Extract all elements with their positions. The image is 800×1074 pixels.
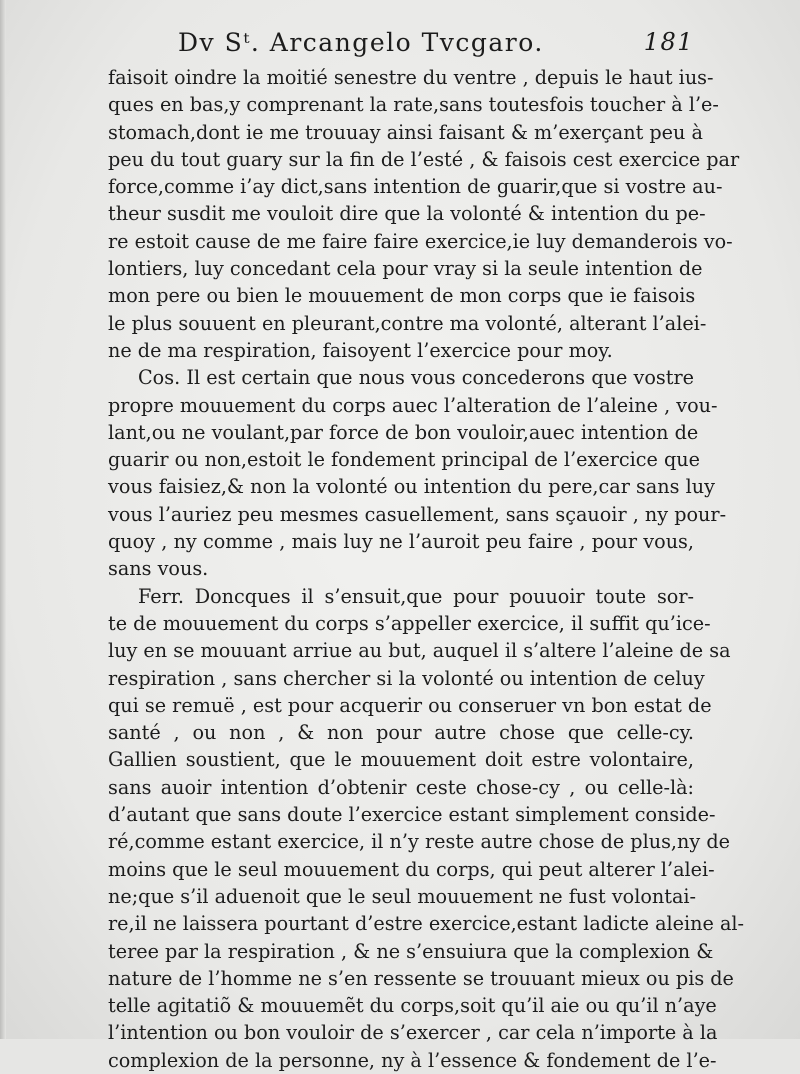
- text-line: luy en se mouuant arriue au but, auquel il s’altere l’aleine de sa: [108, 639, 731, 663]
- text-line: respiration , sans chercher si la volonté ou intention de celuy: [108, 666, 705, 690]
- paragraph-1: [108, 64, 740, 364]
- text-line: theur susdit me vouloit dire que la volonté & intention du pe-: [108, 202, 706, 226]
- paragraph-2: [108, 364, 727, 582]
- text-line: lant,ou ne voulant,par force de bon vouloir,auec intention de: [108, 420, 699, 444]
- text-line: ne de ma respiration, faisoyent l’exercice pour moy.: [108, 338, 613, 362]
- text-line: ré,comme estant exercice, il n’y reste autre chose de plus,ny de: [108, 830, 730, 854]
- text-line: te de mouuement du corps s’appeller exercice, il suffit qu’ice-: [108, 611, 711, 635]
- text-line: propre mouuement du corps auec l’alteration de l’aleine , vou-: [108, 393, 718, 417]
- text-line: sans vous.: [108, 557, 209, 581]
- text-block: [108, 28, 745, 1074]
- running-header: [108, 28, 694, 64]
- text-line: Cos. Il est certain que nous vous concederons que vostre: [138, 366, 694, 390]
- text-line: peu du tout guary sur la fin de l’esté , & faisois cest exercice par: [108, 147, 740, 171]
- text-line: telle agitatiõ & mouuemẽt du corps,soit qu’il aie ou qu’il n’aye: [108, 994, 717, 1018]
- text-line: force,comme i’ay dict,sans intention de guarir,que si vostre au-: [108, 175, 723, 199]
- running-title: Dv Sᵗ. Arcangelo Tvcgaro.: [178, 28, 544, 57]
- page-number: 181: [643, 28, 694, 56]
- text-line: stomach,dont ie me trouuay ainsi faisant & m’exerçant peu à: [108, 120, 703, 144]
- text-line: guarir ou non,estoit le fondement principal de l’exercice que: [108, 448, 700, 472]
- text-line: le plus souuent en pleurant,contre ma volonté, alterant l’alei-: [108, 311, 707, 335]
- text-line: ques en bas,y comprenant la rate,sans toutesfois toucher à l’e-: [108, 93, 719, 117]
- paragraph-3: [108, 583, 745, 1074]
- text-line: quoy , ny comme , mais luy ne l’auroit peu faire , pour vous,: [108, 530, 694, 554]
- text-line: qui se remuë , est pour acquerir ou conseruer vn bon estat de: [108, 693, 712, 717]
- text-line: Gallien soustient, que le mouuement doit estre volontaire,: [108, 748, 694, 772]
- text-line: d’autant que sans doute l’exercice estant simplement conside-: [108, 803, 716, 827]
- text-line: complexion de la personne, ny à l’essence & fondement de l’e-: [108, 1048, 717, 1072]
- text-line: re,il ne laissera pourtant d’estre exercice,estant ladicte aleine al-: [108, 912, 745, 936]
- text-line: faisoit oindre la moitié senestre du ventre , depuis le haut ius-: [108, 66, 714, 89]
- text-line: moins que le seul mouuement du corps, qui peut alterer l’alei-: [108, 857, 715, 881]
- text-line: sans auoir intention d’obtenir ceste chose-cy , ou celle-là:: [108, 775, 694, 799]
- text-line: teree par la respiration , & ne s’ensuiura que la complexion &: [108, 939, 714, 963]
- text-line: mon pere ou bien le mouuement de mon corps que ie faisois: [108, 284, 696, 308]
- page-gutter-edge: [0, 0, 6, 1039]
- text-line: ne;que s’il aduenoit que le seul mouuement ne fust volontai-: [108, 884, 697, 908]
- text-line: Ferr. Doncques il s’ensuit,que pour pouuoir toute sor-: [138, 584, 694, 608]
- text-line: re estoit cause de me faire faire exercice,ie luy demanderois vo-: [108, 229, 733, 253]
- text-line: vous faisiez,& non la volonté ou intention du pere,car sans luy: [108, 475, 715, 499]
- text-line: l’intention ou bon vouloir de s’exercer , car cela n’importe à la: [108, 1021, 718, 1045]
- text-line: lontiers, luy concedant cela pour vray si la seule intention de: [108, 257, 703, 281]
- text-line: vous l’auriez peu mesmes casuellement, sans sçauoir , ny pour-: [108, 502, 727, 526]
- text-line: nature de l’homme ne s’en ressente se trouuant mieux ou pis de: [108, 966, 734, 990]
- text-line: santé , ou non , & non pour autre chose que celle-cy.: [108, 721, 694, 745]
